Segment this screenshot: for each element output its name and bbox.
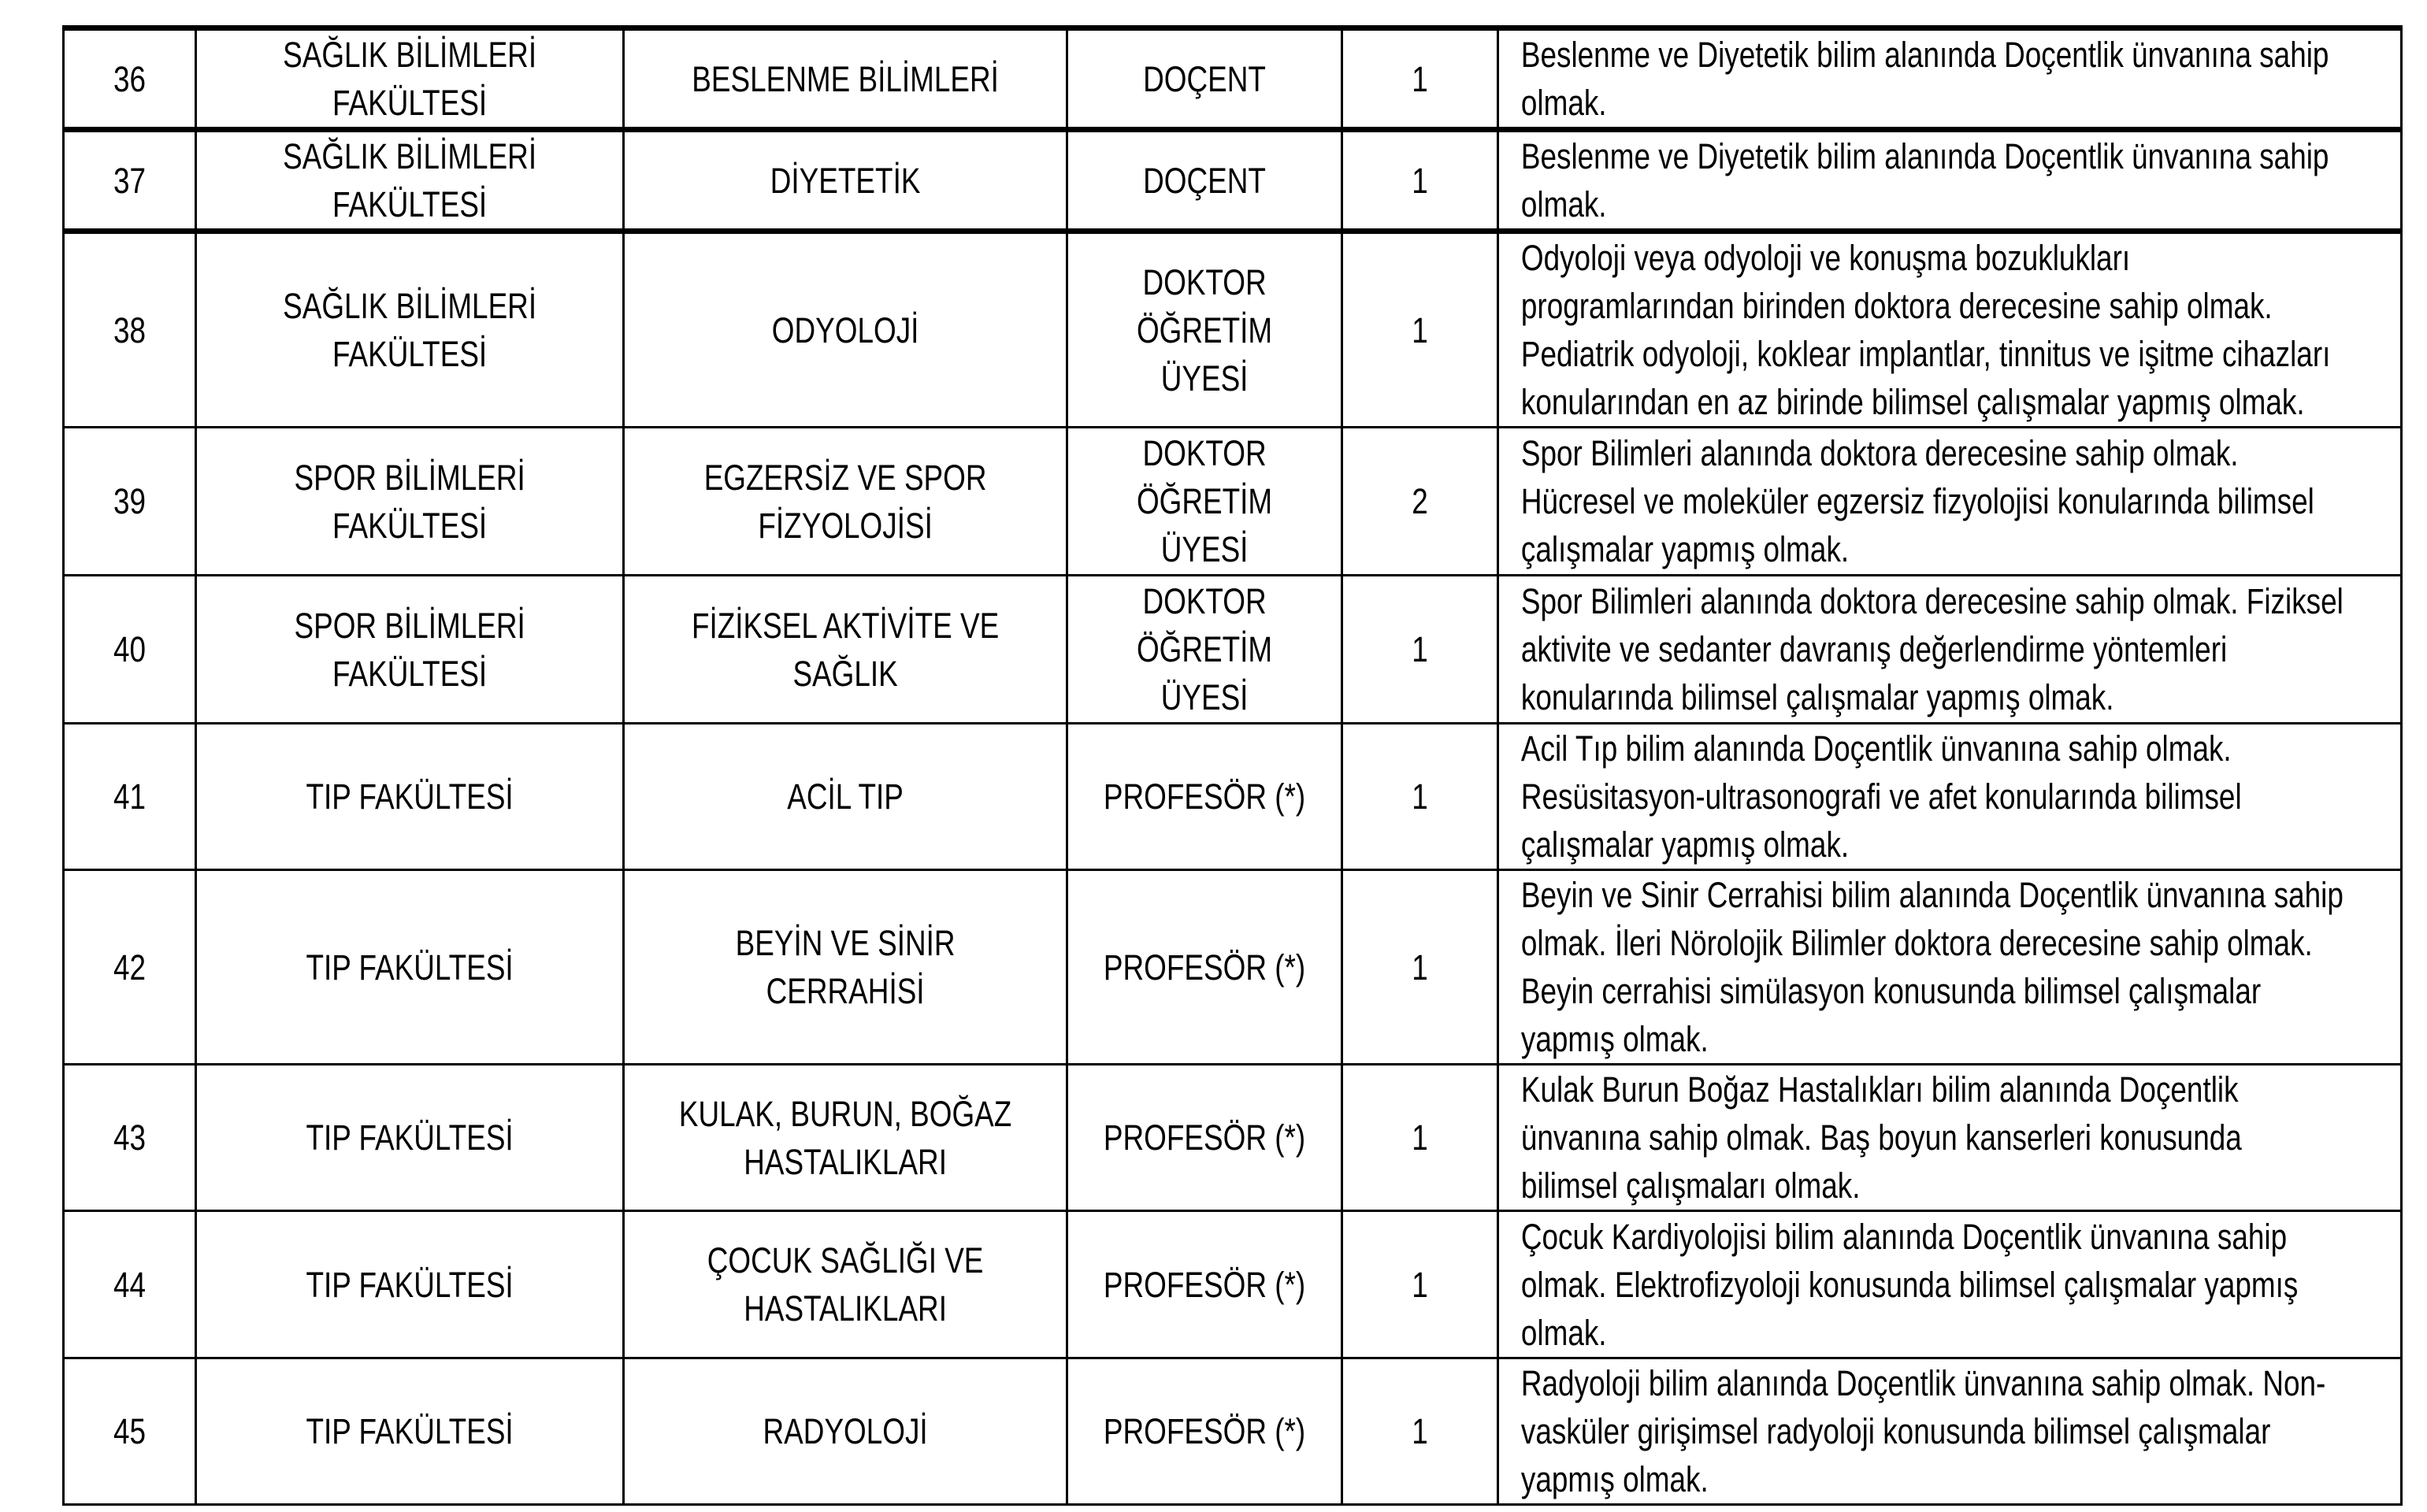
department: ÇOCUK SAĞLIĞI VE HASTALIKLARI — [707, 1240, 984, 1329]
row-number-cell — [64, 1211, 196, 1358]
department-cell — [624, 870, 1067, 1065]
count-cell — [1342, 1211, 1498, 1358]
faculty: TIP FAKÜLTESİ — [306, 1117, 514, 1158]
position-count: 1 — [1412, 629, 1428, 669]
count-cell — [1342, 130, 1498, 232]
requirement-text: Spor Bilimleri alanında doktora derecesine sahip olmak. Hücresel ve moleküler egzersiz fizyolojisi konularında bilimsel çalışmalar yapmış olmak. — [1520, 433, 2314, 569]
count-cell — [1342, 724, 1498, 870]
requirement-text: Beslenme ve Diyetetik bilim alanında Doçentlik ünvanına sahip olmak. — [1520, 136, 2329, 224]
requirement-text: Radyoloji bilim alanında Doçentlik ünvanına sahip olmak. Non- vasküler girişimsel radyoloji konusunda bilimsel çalışmalar yapmış olmak. — [1520, 1363, 2326, 1499]
department: BEYİN VE SİNİR CERRAHİSİ — [735, 923, 956, 1011]
position-count: 2 — [1412, 481, 1428, 521]
row-number-cell — [64, 870, 196, 1065]
position-count: 1 — [1412, 1411, 1428, 1451]
row-number: 42 — [113, 947, 147, 988]
row-number-cell — [64, 576, 196, 724]
count-cell — [1342, 232, 1498, 428]
faculty-cell — [196, 1065, 624, 1211]
title-cell — [1067, 870, 1342, 1065]
title-cell — [1067, 130, 1342, 232]
department: FİZİKSEL AKTİVİTE VE SAĞLIK — [691, 605, 1000, 694]
faculty: SAĞLIK BİLİMLERİ FAKÜLTESİ — [283, 286, 537, 374]
faculty: TIP FAKÜLTESİ — [306, 947, 514, 988]
department: ACİL TIP — [787, 776, 904, 817]
table-row — [64, 576, 2402, 724]
faculty: TIP FAKÜLTESİ — [306, 1264, 514, 1305]
department-cell — [624, 576, 1067, 724]
requirement-text: Beslenme ve Diyetetik bilim alanında Doçentlik ünvanına sahip olmak. — [1520, 35, 2329, 123]
requirement-cell — [1498, 130, 2402, 232]
row-number-cell — [64, 1358, 196, 1505]
count-cell — [1342, 428, 1498, 576]
title-cell — [1067, 1211, 1342, 1358]
faculty-cell — [196, 28, 624, 130]
row-number: 40 — [113, 629, 147, 669]
row-number: 45 — [113, 1411, 147, 1451]
faculty: SPOR BİLİMLERİ FAKÜLTESİ — [294, 457, 525, 546]
faculty: SAĞLIK BİLİMLERİ FAKÜLTESİ — [283, 136, 537, 224]
faculty: SAĞLIK BİLİMLERİ FAKÜLTESİ — [283, 35, 537, 123]
row-number: 37 — [113, 160, 147, 201]
row-number-cell — [64, 28, 196, 130]
requirement-cell — [1498, 28, 2402, 130]
position-count: 1 — [1412, 58, 1428, 99]
requirement-cell — [1498, 724, 2402, 870]
academic-title: DOKTOR ÖĞRETİM ÜYESİ — [1136, 581, 1273, 717]
title-cell — [1067, 1065, 1342, 1211]
table-row — [64, 724, 2402, 870]
department-cell — [624, 724, 1067, 870]
row-number: 38 — [113, 309, 147, 350]
requirement-cell — [1498, 428, 2402, 576]
position-count: 1 — [1412, 309, 1428, 350]
table-row — [64, 428, 2402, 576]
position-count: 1 — [1412, 947, 1428, 988]
department: BESLENME BİLİMLERİ — [692, 58, 999, 99]
department-cell — [624, 1211, 1067, 1358]
department: ODYOLOJİ — [771, 309, 919, 350]
table-row — [64, 1358, 2402, 1505]
department: KULAK, BURUN, BOĞAZ HASTALIKLARI — [678, 1093, 1012, 1182]
faculty-cell — [196, 576, 624, 724]
position-count: 1 — [1412, 776, 1428, 817]
academic-title: DOÇENT — [1143, 160, 1266, 201]
faculty: SPOR BİLİMLERİ FAKÜLTESİ — [294, 605, 525, 694]
faculty-cell — [196, 724, 624, 870]
requirement-cell — [1498, 576, 2402, 724]
positions-table — [62, 25, 2403, 1506]
requirement-text: Çocuk Kardiyolojisi bilim alanında Doçentlik ünvanına sahip olmak. Elektrofizyoloji konusunda bilimsel çalışmalar yapmış olmak. — [1520, 1216, 2299, 1353]
department-cell — [624, 28, 1067, 130]
faculty-cell — [196, 232, 624, 428]
department-cell — [624, 428, 1067, 576]
academic-title: DOÇENT — [1143, 58, 1266, 99]
table-row — [64, 870, 2402, 1065]
count-cell — [1342, 1065, 1498, 1211]
row-number: 43 — [113, 1117, 147, 1158]
requirement-cell — [1498, 232, 2402, 428]
row-number-cell — [64, 724, 196, 870]
faculty-cell — [196, 870, 624, 1065]
requirement-cell — [1498, 1065, 2402, 1211]
count-cell — [1342, 576, 1498, 724]
requirement-cell — [1498, 1211, 2402, 1358]
row-number-cell — [64, 232, 196, 428]
requirement-text: Acil Tıp bilim alanında Doçentlik ünvanına sahip olmak. Resüsitasyon-ultrasonografi ve afet konularında bilimsel çalışmalar yapmış olmak. — [1520, 728, 2242, 865]
department-cell — [624, 1358, 1067, 1505]
academic-title: PROFESÖR (*) — [1103, 1117, 1306, 1158]
academic-title: DOKTOR ÖĞRETİM ÜYESİ — [1136, 433, 1273, 569]
requirement-cell — [1498, 870, 2402, 1065]
title-cell — [1067, 28, 1342, 130]
title-cell — [1067, 232, 1342, 428]
faculty-cell — [196, 428, 624, 576]
academic-title: PROFESÖR (*) — [1103, 776, 1306, 817]
count-cell — [1342, 1358, 1498, 1505]
title-cell — [1067, 428, 1342, 576]
position-count: 1 — [1412, 1117, 1428, 1158]
row-number: 39 — [113, 481, 147, 521]
department-cell — [624, 232, 1067, 428]
title-cell — [1067, 1358, 1342, 1505]
table-row — [64, 1211, 2402, 1358]
department: RADYOLOJİ — [763, 1411, 928, 1451]
row-number-cell — [64, 1065, 196, 1211]
count-cell — [1342, 870, 1498, 1065]
position-count: 1 — [1412, 1264, 1428, 1305]
academic-title: DOKTOR ÖĞRETİM ÜYESİ — [1136, 261, 1273, 398]
faculty-cell — [196, 130, 624, 232]
table-row — [64, 28, 2402, 130]
row-number: 44 — [113, 1264, 147, 1305]
title-cell — [1067, 576, 1342, 724]
position-count: 1 — [1412, 160, 1428, 201]
row-number: 36 — [113, 58, 147, 99]
table-row — [64, 232, 2402, 428]
faculty-cell — [196, 1211, 624, 1358]
faculty: TIP FAKÜLTESİ — [306, 776, 514, 817]
row-number-cell — [64, 130, 196, 232]
requirement-text: Kulak Burun Boğaz Hastalıkları bilim alanında Doçentlik ünvanına sahip olmak. Baş boyun kanserleri konusunda bilimsel çalışmaları olmak. — [1520, 1069, 2242, 1206]
academic-title: PROFESÖR (*) — [1103, 1264, 1306, 1305]
requirement-text: Odyoloji veya odyoloji ve konuşma bozuklukları programlarından birinden doktora derecesine sahip olmak. Pediatrik odyoloji, koklear implantlar, tinnitus ve işitme cihazları konularından en az birinde bilimsel çalışmalar yapmış olmak. — [1520, 238, 2331, 422]
requirement-cell — [1498, 1358, 2402, 1505]
table-row — [64, 1065, 2402, 1211]
department-cell — [624, 130, 1067, 232]
title-cell — [1067, 724, 1342, 870]
requirement-text: Spor Bilimleri alanında doktora derecesine sahip olmak. Fiziksel aktivite ve sedanter davranış değerlendirme yöntemleri konularında bilimsel çalışmalar yapmış olmak. — [1520, 581, 2344, 717]
table-row — [64, 130, 2402, 232]
faculty: TIP FAKÜLTESİ — [306, 1411, 514, 1451]
requirement-text: Beyin ve Sinir Cerrahisi bilim alanında Doçentlik ünvanına sahip olmak. İleri Nörolojik Bilimler doktora derecesine sahip olmak. Beyin cerrahisi simülasyon konusunda bilimsel çalışmalar yapmış olmak. — [1520, 875, 2344, 1059]
count-cell — [1342, 28, 1498, 130]
department-cell — [624, 1065, 1067, 1211]
row-number: 41 — [113, 776, 147, 817]
department: EGZERSİZ VE SPOR FİZYOLOJİSİ — [703, 457, 987, 546]
department: DİYETETİK — [770, 160, 921, 201]
academic-title: PROFESÖR (*) — [1103, 947, 1306, 988]
faculty-cell — [196, 1358, 624, 1505]
row-number-cell — [64, 428, 196, 576]
academic-title: PROFESÖR (*) — [1103, 1411, 1306, 1451]
